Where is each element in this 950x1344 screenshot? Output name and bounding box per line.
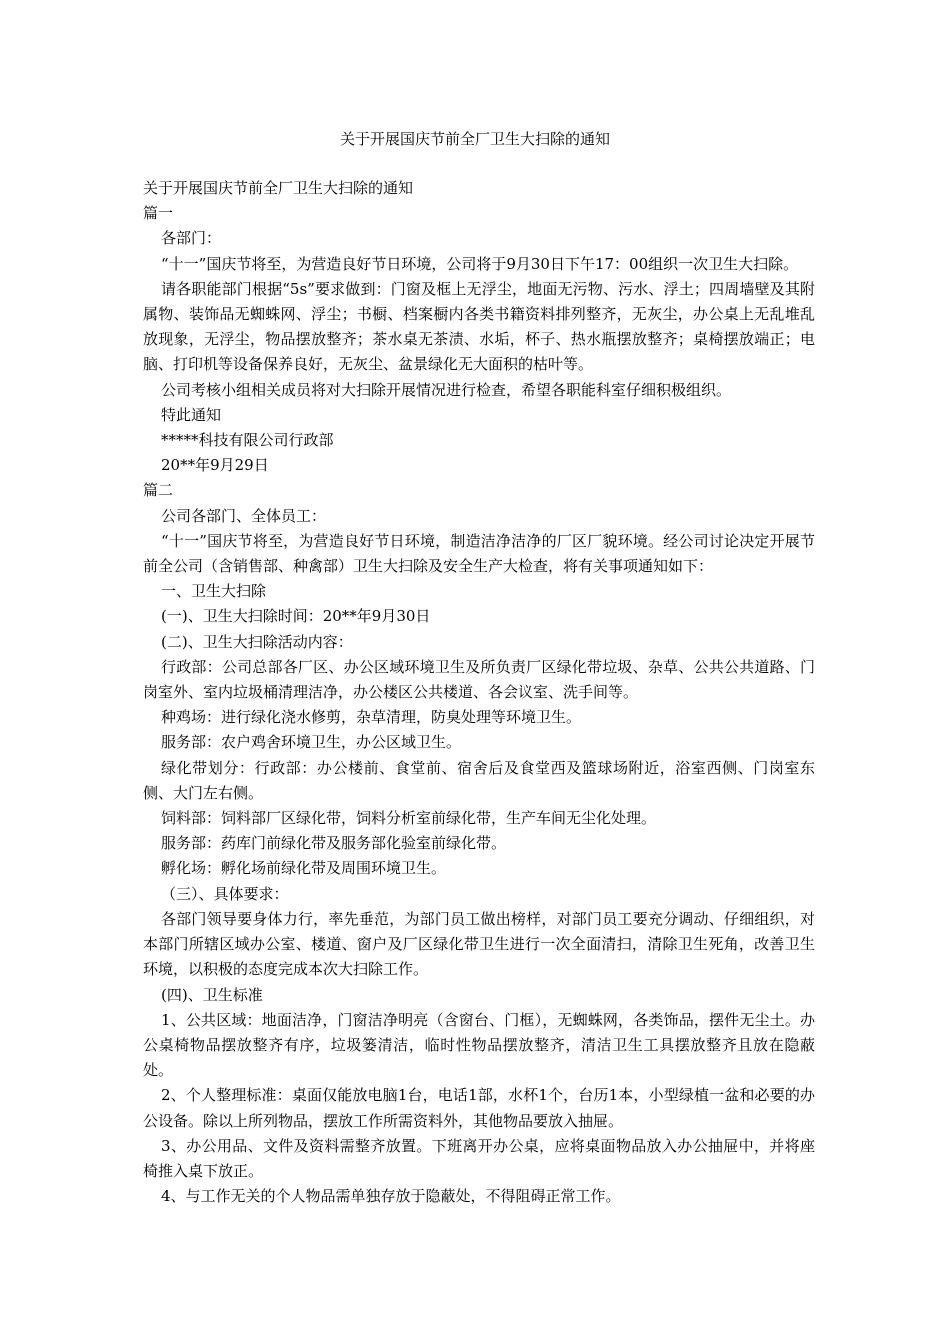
paragraph: 服务部：农户鸡舍环境卫生，办公区域卫生。 [161, 733, 462, 752]
paragraph: （三）、具体要求： [161, 884, 289, 903]
paragraph: 1、公共区域：地面洁净，门窗洁净明亮（含窗台、门框），无蜘蛛网，各类饰品，摆件无尘土。办公桌椅物品摆放整齐有序，垃圾篓清洁，临时性物品摆放整齐，清洁卫生工具摆放整齐且放在隐蔽处。 [143, 1010, 815, 1080]
paragraph: (二)、卫生大扫除活动内容： [161, 632, 353, 651]
paragraph: 20**年9月29日 [161, 456, 269, 475]
page-title: 关于开展国庆节前全厂卫生大扫除的通知 [339, 130, 610, 148]
paragraph: 请各职能部门根据“5s”要求做到：门窗及框上无浮尘，地面无污物、污水、浮土；四周墙壁及其附属物、装饰品无蜘蛛网、浮尘；书橱、档案橱内各类书籍资料排列整齐，无灰尘，办公桌上无乱堆乱放现象，无浮尘，物品摆放整齐；茶水桌无茶渍、水垢，杯子、热水瓶摆放整齐；桌椅摆放端正；电脑、打印机等设备保养良好，无灰尘、盆景绿化无大面积的枯叶等。 [143, 279, 815, 374]
paragraph: 行政部：公司总部各厂区、办公区域环境卫生及所负责厂区绿化带垃圾、杂草、公共公共道路、门岗室外、室内垃圾桶清理洁净，办公楼区公共楼道、各会议室、洗手间等。 [143, 657, 815, 702]
paragraph: 饲料部：饲料部厂区绿化带，饲料分析室前绿化带，生产车间无尘化处理。 [161, 809, 657, 828]
paragraph: “十一”国庆节将至，为营造良好节日环境，公司将于9月30日下午17：00组织一次卫生大扫除。 [161, 254, 799, 273]
paragraph: 公司各部门、全体员工： [161, 506, 327, 525]
paragraph: 服务部：药库门前绿化带及服务部化验室前绿化带。 [161, 834, 507, 853]
paragraph: 各部门： [161, 229, 222, 248]
paragraph: 2、个人整理标准：桌面仅能放电脑1台，电话1部，水杯1个，台历1本，小型绿植一盆和必要的办公设备。除以上所列物品，摆放工作所需资料外，其他物品要放入抽屉。 [143, 1086, 815, 1130]
paragraph: 3、办公用品、文件及资料需整齐放置。下班离开办公桌，应将桌面物品放入办公抽屉中，并将座椅推入桌下放正。 [143, 1136, 815, 1180]
paragraph: 各部门领导要身体力行，率先垂范，为部门员工做出榜样，对部门员工要充分调动、仔细组织，对本部门所辖区域办公室、楼道、窗户及厂区绿化带卫生进行一次全面清扫，清除卫生死角，改善卫生环境，以积极的态度完成本次大扫除工作。 [143, 909, 815, 979]
paragraph: 种鸡场：进行绿化浇水修剪，杂草清理，防臭处理等环境卫生。 [161, 708, 582, 727]
paragraph: (一)、卫生大扫除时间：20**年9月30日 [161, 607, 431, 626]
paragraph: 孵化场：孵化场前绿化带及周围环境卫生。 [161, 859, 447, 878]
document-body [143, 176, 815, 1209]
paragraph: 篇二 [143, 481, 174, 500]
paragraph: *****科技有限公司行政部 [161, 431, 334, 450]
paragraph: (四)、卫生标准 [161, 985, 263, 1004]
paragraph: 特此通知 [161, 405, 222, 424]
paragraph: 一、卫生大扫除 [161, 582, 267, 601]
paragraph: 绿化带划分：行政部：办公楼前、食堂前、宿舍后及食堂西及篮球场附近，浴室西侧、门岗室东侧、大门左右侧。 [143, 758, 815, 802]
paragraph: 篇一 [143, 204, 174, 223]
paragraph: 关于开展国庆节前全厂卫生大扫除的通知 [143, 179, 414, 197]
paragraph: 公司考核小组相关成员将对大扫除开展情况进行检查，希望各职能科室仔细积极组织。 [161, 380, 732, 399]
paragraph: 4、与工作无关的个人物品需单独存放于隐蔽处，不得阻碍正常工作。 [161, 1187, 621, 1206]
paragraph: “十一”国庆节将至，为营造良好节日环境，制造洁净洁净的厂区厂貌环境。经公司讨论决定开展节前全公司（含销售部、种禽部）卫生大扫除及安全生产大检查，将有关事项通知如下： [143, 531, 815, 576]
